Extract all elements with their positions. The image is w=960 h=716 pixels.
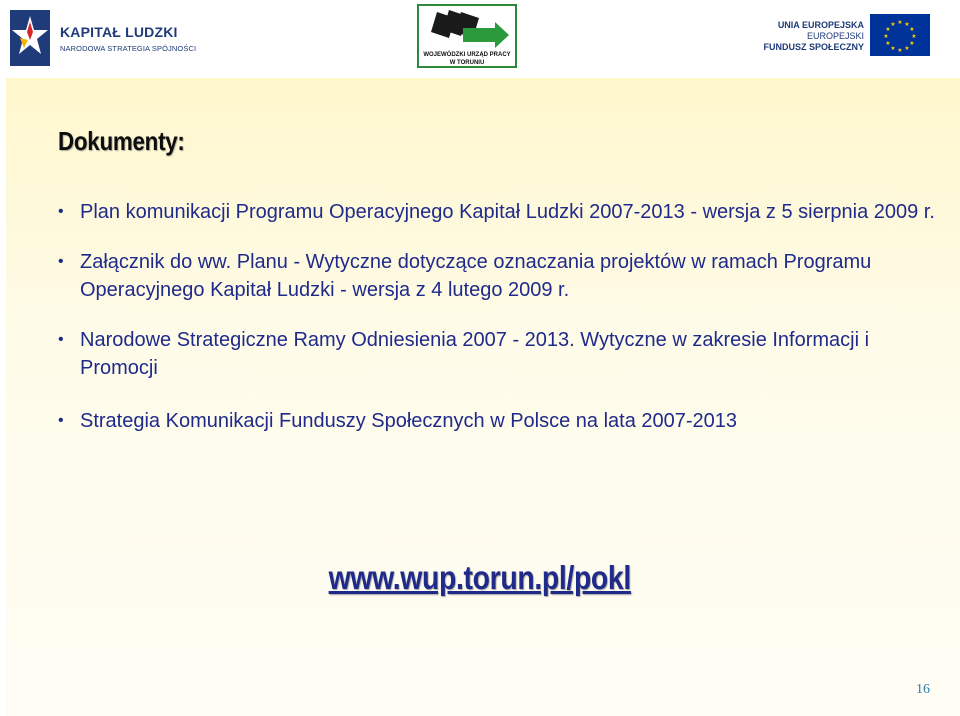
wup-name: WOJEWÓDZKI URZĄD PRACY <box>423 52 511 58</box>
kapital-ludzki-logo <box>10 10 197 68</box>
bullet-icon: • <box>58 253 64 270</box>
svg-text:★: ★ <box>883 33 889 40</box>
bullet-icon: • <box>58 331 64 348</box>
kapital-ludzki-title: KAPITAŁ LUDZKI <box>60 24 178 40</box>
website-link[interactable]: www.wup.torun.pl/pokl <box>328 559 632 596</box>
kapital-ludzki-star-icon <box>10 10 50 66</box>
bullet-icon: • <box>58 203 64 220</box>
wup-logo <box>417 4 517 68</box>
list-item <box>58 248 938 304</box>
eu-logo-text <box>763 20 864 53</box>
wup-city: W TORUNIU <box>449 60 485 66</box>
svg-text:★: ★ <box>909 40 915 47</box>
svg-text:★: ★ <box>897 47 903 54</box>
svg-text:★: ★ <box>890 21 896 28</box>
svg-text:★: ★ <box>904 45 910 52</box>
svg-text:★: ★ <box>904 21 910 28</box>
svg-text:★: ★ <box>885 40 891 47</box>
logo-bar <box>0 0 960 78</box>
svg-text:★: ★ <box>909 26 915 33</box>
eu-line-2: EUROPEJSKI <box>806 31 864 41</box>
list-item-text: Narodowe Strategiczne Ramy Odniesienia 2007 - 2013. Wytyczne w zakresie Informacji i Promocji <box>80 329 870 379</box>
page-number: 16 <box>916 682 930 697</box>
wup-arrow-icon <box>423 8 511 52</box>
svg-text:★: ★ <box>897 19 903 26</box>
documents-list <box>58 198 938 435</box>
list-item-text: Strategia Komunikacji Funduszy Społecznych w Polsce na lata 2007-2013 <box>80 410 738 432</box>
page-title: Dokumenty: <box>58 126 185 156</box>
list-item-text: Plan komunikacji Programu Operacyjnego Kapitał Ludzki 2007-2013 - wersja z 5 sierpnia 2009 r. <box>80 201 935 223</box>
kapital-ludzki-subtitle: NARODOWA STRATEGIA SPÓJNOŚCI <box>60 44 197 53</box>
eu-line-3: FUNDUSZ SPOŁECZNY <box>763 42 864 52</box>
list-item <box>58 326 938 382</box>
eu-line-1: UNIA EUROPEJSKA <box>777 20 864 30</box>
list-item-text: Załącznik do ww. Planu - Wytyczne dotyczące oznaczania projektów w ramach Programu Operacyjnego Kapitał Ludzki - wersja z 4 lutego 2009 r. <box>80 251 872 301</box>
bullet-icon: • <box>58 412 64 429</box>
eu-flag-icon <box>870 14 930 56</box>
website-link-container <box>0 559 960 597</box>
list-item <box>58 198 938 226</box>
svg-text:★: ★ <box>890 45 896 52</box>
list-item <box>58 407 938 435</box>
svg-text:★: ★ <box>911 33 917 40</box>
svg-text:★: ★ <box>885 26 891 33</box>
